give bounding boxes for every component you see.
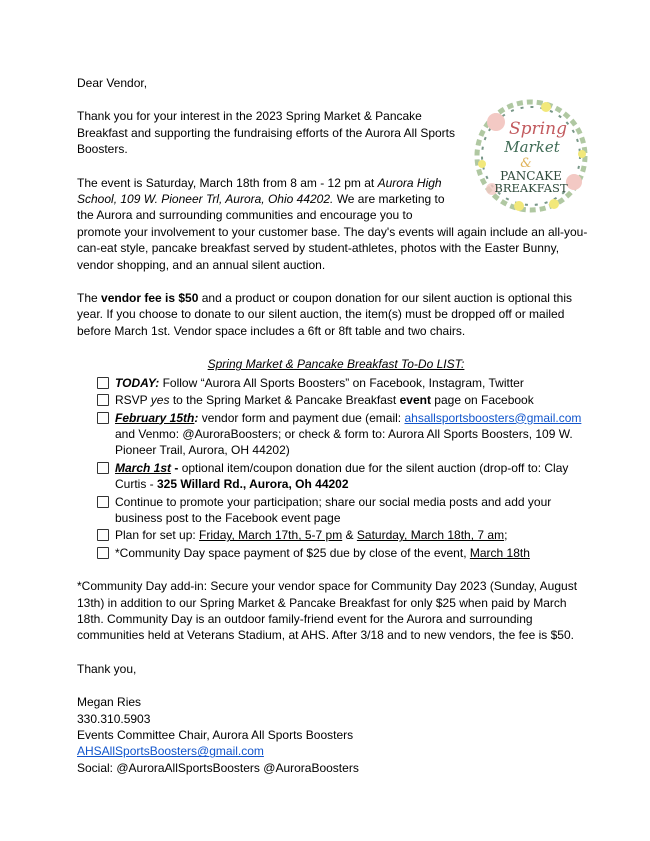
event-text-cont: We are marketing to the Aurora and surrounding communities and encourage you to promote your involvement to your customer base. The day's events will again include an all-you-can-eat style, pancake breakfast served by student-athletes, photos with the Easter Bunny, vendor shopping, and an annual silent auction. [77,192,588,272]
todo-item [97,392,595,408]
fee-paragraph [77,290,595,339]
todo-text: optional item/coupon donation due for the silent auction (drop-off to: Clay Curtis - [115,460,569,492]
todo-text: Plan for set up: [115,528,200,543]
checkbox[interactable] [97,377,109,389]
checkbox[interactable] [97,529,109,541]
todo-text: - [171,460,179,475]
todo-text: Follow “Aurora All Sports Boosters” on Facebook, Instagram, Twitter [159,375,524,390]
checkbox[interactable] [97,394,109,406]
intro-paragraph: Thank you for your interest in the 2023 Spring Market & Pancake Breakfast and supporting the fundraising efforts of the Aurora All Sports Boosters. [77,109,456,157]
todo-text: Continue to promote your participation; share our social media posts and add your business post to the Facebook event page [115,494,552,525]
signer-name: Megan Ries [77,695,142,710]
todo-text: March 18th [469,545,530,560]
todo-item [97,494,595,527]
signer-social: Social: @AuroraAllSportsBoosters @AuroraBoosters [77,760,359,775]
svg-text:&: & [520,156,532,172]
todo-date: February 15th [115,410,195,425]
signature [77,694,595,776]
todo-text: : [194,410,199,425]
checkbox[interactable] [97,496,109,508]
closing: Thank you, [77,661,137,676]
todo-item [97,410,595,459]
todo-item [97,375,595,391]
letter [77,75,595,776]
svg-text:PANCAKE: PANCAKE [500,169,562,184]
todo-item [97,527,595,543]
signer-email-link[interactable]: AHSAllSportsBoosters@gmail.com [77,744,264,759]
todo-text: & [342,528,357,543]
event-location: Aurora High School, 109 W. Pioneer Trl, Aurora, Ohio 44202. [77,175,442,207]
todo-text: event [399,393,431,408]
todo-text: page on Facebook [430,393,534,408]
todo-list [77,375,595,561]
email-link[interactable]: ahsallsportsboosters@gmail.com [404,410,582,425]
todo-text: ; [504,528,508,543]
checkbox[interactable] [97,547,109,559]
todo-text: yes [150,393,170,408]
svg-text:Spring: Spring [509,119,567,140]
fee-text-cont: and a product or coupon donation for our silent auction is optional this year. If you choose to donate to our silent auction, the item(s) must be dropped off or mailed before March 1st. Vendor space includes a 6ft or 8ft table and two chairs. [77,291,572,338]
todo-text: vendor form and payment due (email: [198,410,405,425]
dropoff-address: 325 Willard Rd., Aurora, Oh 44202 [157,477,349,492]
svg-text:BREAKFAST: BREAKFAST [494,181,568,196]
todo-text: and Venmo: @AuroraBoosters; or check & form to: Aurora All Sports Boosters, 109 W. Pioneer Trail, Aurora, OH 44202) [115,426,573,458]
todo-date: TODAY: [115,375,160,390]
todo-text: Friday, March 17th, 5-7 pm [199,528,343,543]
todo-title: Spring Market & Pancake Breakfast To-Do LIST: [207,357,465,372]
todo-text: *Community Day space payment of $25 due by close of the event, [115,545,470,560]
todo-text: RSVP [115,393,151,408]
todo-item [97,460,595,493]
todo-date: March 1st [115,460,172,475]
checkbox[interactable] [97,462,109,474]
community-day-paragraph: *Community Day add-in: Secure your vendor space for Community Day 2023 (Sunday, August 13th) in addition to our Spring Market & Pancake Breakfast for only $25 when paid by March 18th. Community Day is an outdoor family-friend event for the Aurora and surrounding communities held at Veterans Stadium, at AHS. After 3/18 and to new vendors, the fee is $50. [77,579,578,643]
signer-phone: 330.310.5903 [77,711,151,726]
svg-text:Market: Market [504,138,560,157]
greeting: Dear Vendor, [77,76,148,90]
signer-title: Events Committee Chair, Aurora All Sports Boosters [77,728,354,742]
vendor-fee: vendor fee is $50 [101,291,199,306]
todo-item [97,545,595,561]
todo-text: Saturday, March 18th, 7 am [356,528,505,543]
fee-text: The [77,291,102,306]
spring-market-logo [464,94,598,218]
todo-text: to the Spring Market & Pancake Breakfast [169,393,400,408]
event-text: The event is Saturday, March 18th from 8 am - 12 pm at [77,175,378,190]
checkbox[interactable] [97,412,109,424]
